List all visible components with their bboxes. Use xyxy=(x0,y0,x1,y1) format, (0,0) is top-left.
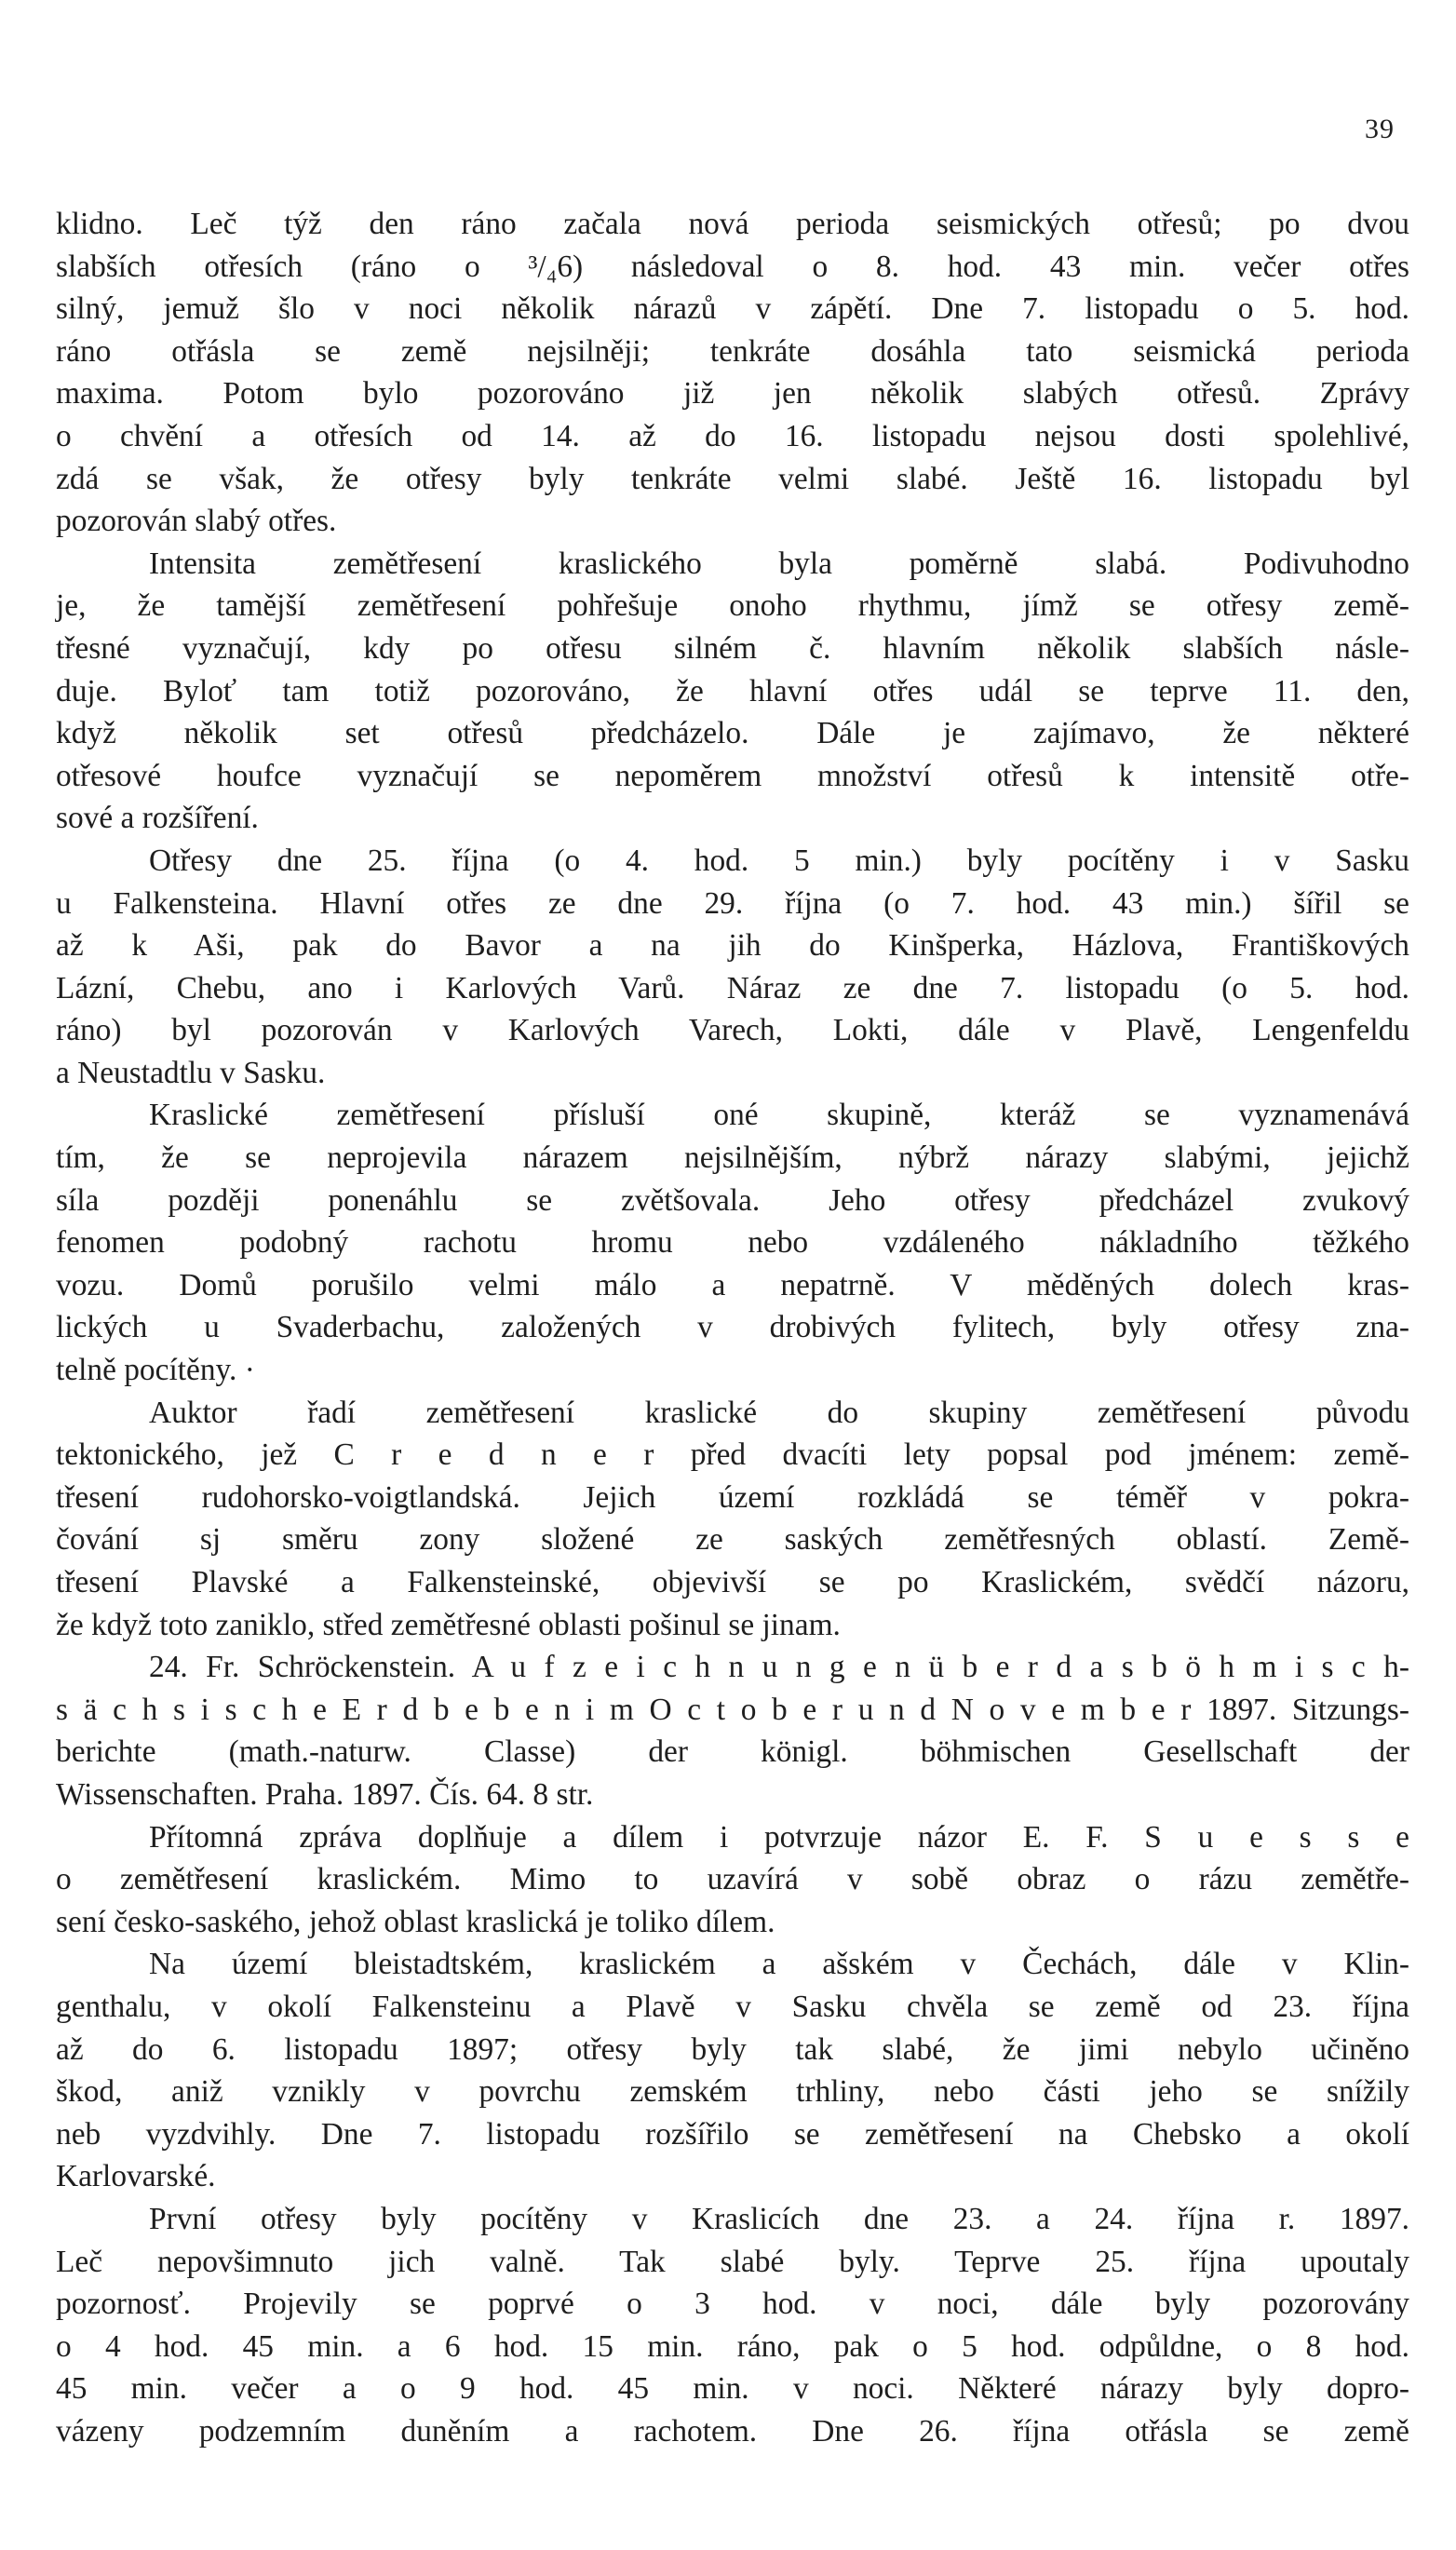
text-line: Leč nepovšimnuto jich valně. Tak slabé byly. Teprve 25. října upoutaly xyxy=(56,2244,1409,2279)
text-line: a Neustadtlu v Sasku. xyxy=(56,1055,326,1090)
text-line: Wissenschaften. Praha. 1897. Čís. 64. 8 str. xyxy=(56,1776,594,1812)
text-line: 24. Fr. Schröckenstein. A u f z e i c h n u n g e n ü b e r d a s b ö h m i s c h- xyxy=(149,1650,1409,1685)
text-line: slabších otřesích (ráno o ³/₄6) následoval o 8. hod. 43 min. večer otřes xyxy=(56,249,1409,284)
text-line: třesení Plavské a Falkensteinské, objevivší se po Kraslickém, svědčí názoru, xyxy=(56,1565,1409,1599)
text-line: pozornosť. Projevily se poprvé o 3 hod. v noci, dále byly pozorovány xyxy=(56,2287,1409,2322)
text-line: třesné vyznačují, kdy po otřesu silném č. hlavním několik slabších násle- xyxy=(56,630,1409,666)
text-line: berichte (math.-naturw. Classe) der königl. böhmischen Gesellschaft der xyxy=(56,1734,1409,1770)
text-line: tím, že se neprojevila nárazem nejsilnějším, nýbrž nárazy slabými, jejichž xyxy=(56,1140,1409,1176)
text-line: vozu. Domů porušilo velmi málo a nepatrně. V měděných dolech kras- xyxy=(56,1267,1409,1302)
text-line: 45 min. večer a o 9 hod. 45 min. v noci. Některé nárazy byly dopro- xyxy=(56,2371,1409,2407)
text-line: vázeny podzemním duněním a rachotem. Dne 26. října otřásla se země xyxy=(56,2413,1409,2449)
text-line: s ä c h s i s c h e E r d b e b e n i m O c t o b e r u n d N o v e m b e r 1897. Sitzungs- xyxy=(56,1692,1409,1727)
text-line: pozorován slabý otřes. xyxy=(56,504,337,539)
text-line: neb vyzdvihly. Dne 7. listopadu rozšířilo se zemětřesení na Chebsko a okolí xyxy=(56,2116,1409,2152)
text-line: Otřesy dne 25. října (o 4. hod. 5 min.) byly pocítěny i v Sasku xyxy=(149,843,1409,878)
text-line: Intensita zemětřesení kraslického byla poměrně slabá. Podivuhodno xyxy=(149,546,1409,581)
text-line: Přítomná zpráva doplňuje a dílem i potvrzuje názor E. F. S u e s s e xyxy=(149,1819,1409,1855)
text-line: sové a rozšíření. xyxy=(56,801,259,836)
page-number: 39 xyxy=(1365,114,1395,144)
text-line: otřesové houfce vyznačují se nepoměrem množství otřesů k intensitě otře- xyxy=(56,758,1409,793)
text-line: Auktor řadí zemětřesení kraslické do skupiny zemětřesení původu xyxy=(149,1395,1409,1430)
text-line: síla později ponenáhlu se zvětšovala. Jeho otřesy předcházel zvukový xyxy=(56,1182,1409,1218)
text-line: maxima. Potom bylo pozorováno již jen několik slabých otřesů. Zprávy xyxy=(56,376,1409,412)
text-line: klidno. Leč týž den ráno začala nová perioda seismických otřesů; po dvou xyxy=(56,207,1409,241)
text-line: ráno otřásla se země nejsilněji; tenkráte dosáhla tato seismická perioda xyxy=(56,333,1409,369)
text-line: sení česko-saského, jehož oblast kraslická je toliko dílem. xyxy=(56,1904,775,1939)
text-line: První otřesy byly pocítěny v Kraslicích dne 23. a 24. října r. 1897. xyxy=(149,2201,1409,2236)
text-line: Lázní, Chebu, ano i Karlových Varů. Náraz ze dne 7. listopadu (o 5. hod. xyxy=(56,970,1409,1005)
text-line: že když toto zaniklo, střed zemětřesné oblasti pošinul se jinam. xyxy=(56,1607,841,1642)
text-line: ráno) byl pozorován v Karlových Varech, Lokti, dále v Plavě, Lengenfeldu xyxy=(56,1013,1409,1048)
text-line: o zemětřesení kraslickém. Mimo to uzavírá v sobě obraz o rázu zemětře- xyxy=(56,1862,1409,1897)
text-line: u Falkensteina. Hlavní otřes ze dne 29. října (o 7. hod. 43 min.) šířil se xyxy=(56,885,1409,921)
text-line: o chvění a otřesích od 14. až do 16. listopadu nejsou dosti spolehlivé, xyxy=(56,418,1409,453)
text-line: Karlovarské. xyxy=(56,2159,216,2194)
text-line: až do 6. listopadu 1897; otřesy byly tak slabé, že jimi nebylo učiněno xyxy=(56,2031,1409,2067)
text-line: Kraslické zemětřesení přísluší oné skupině, kteráž se vyznamenává xyxy=(149,1098,1409,1133)
text-line: telně pocítěny. · xyxy=(56,1353,255,1388)
text-line: lických u Svaderbachu, založených v drobivých fylitech, byly otřesy zna- xyxy=(56,1310,1409,1345)
body-text xyxy=(56,203,1409,2452)
text-line: škod, aniž vznikly v povrchu zemském trhliny, nebo části jeho se snížily xyxy=(56,2074,1409,2110)
text-line: silný, jemuž šlo v noci několik nárazů v zápětí. Dne 7. listopadu o 5. hod. xyxy=(56,291,1409,327)
text-line: duje. Byloť tam totiž pozorováno, že hlavní otřes udál se teprve 11. den, xyxy=(56,673,1409,708)
text-line: třesení rudohorsko-voigtlandská. Jejich území rozkládá se téměř v pokra- xyxy=(56,1479,1409,1515)
text-line: je, že tamější zemětřesení pohřešuje onoho rhythmu, jímž se otřesy země- xyxy=(56,588,1409,624)
text-line: zdá se však, že otřesy byly tenkráte velmi slabé. Ještě 16. listopadu byl xyxy=(56,461,1409,496)
text-line: fenomen podobný rachotu hromu nebo vzdáleného nákladního těžkého xyxy=(56,1225,1409,1261)
text-line: až k Aši, pak do Bavor a na jih do Kinšperka, Házlova, Františkových xyxy=(56,928,1409,964)
text-line: o 4 hod. 45 min. a 6 hod. 15 min. ráno, pak o 5 hod. odpůldne, o 8 hod. xyxy=(56,2328,1409,2364)
text-line: když několik set otřesů předcházelo. Dále je zajímavo, že některé xyxy=(56,716,1409,751)
text-line: genthalu, v okolí Falkensteinu a Plavě v Sasku chvěla se země od 23. října xyxy=(56,1989,1409,2024)
text-line: tektonického, jež C r e d n e r před dvacíti lety popsal pod jménem: země- xyxy=(56,1437,1409,1473)
text-line: čování sj směru zony složené ze saských zemětřesných oblastí. Země- xyxy=(56,1522,1409,1558)
text-line: Na území bleistadtském, kraslickém a ašském v Čechách, dále v Klin- xyxy=(149,1947,1409,1982)
